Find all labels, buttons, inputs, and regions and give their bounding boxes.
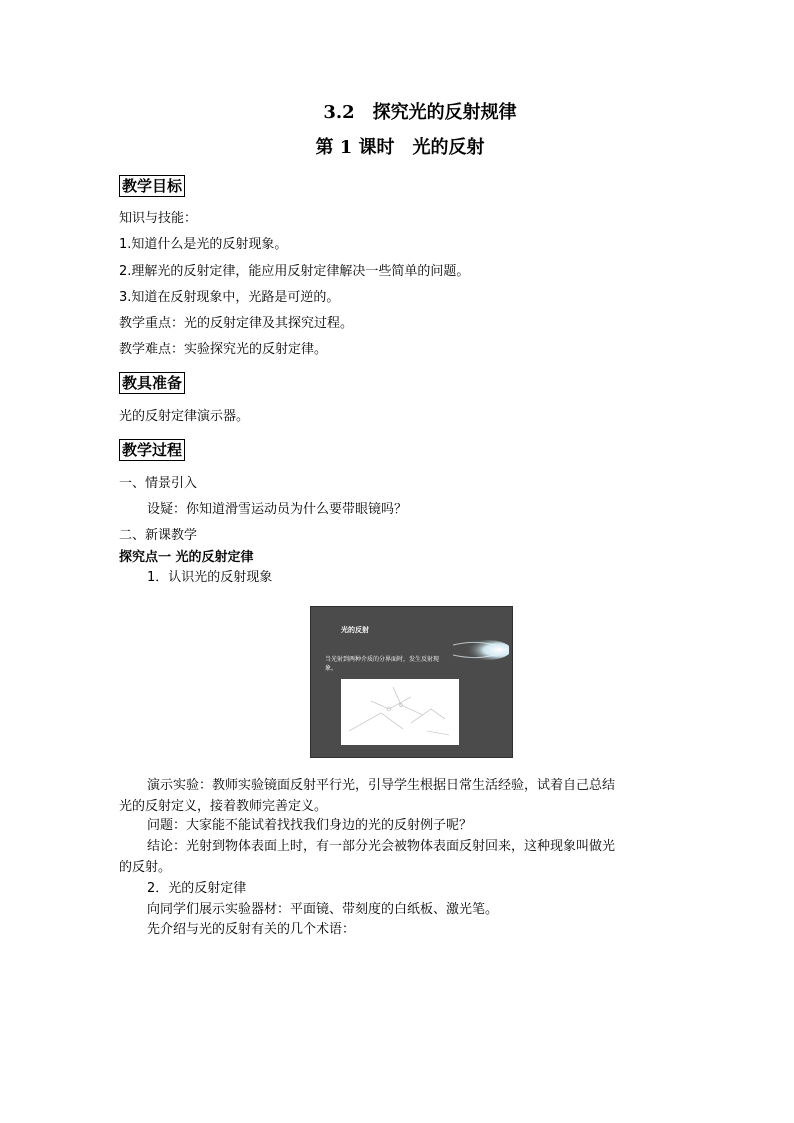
goal-line: 1.知道什么是光的反射现象。 — [119, 237, 288, 252]
question-line: 问题：大家能不能试着找找我们身边的光的反射例子呢？ — [147, 818, 473, 833]
goal-line: 教学难点：实验探究光的反射定律。 — [119, 342, 328, 357]
process-part1: 一、情景引入 — [119, 476, 198, 491]
conclusion-line: 结论：光射到物体表面上时，有一部分光会被物体表面反射回来，这种现象叫做光 — [147, 839, 616, 854]
demo-line: 光的反射定义，接着教师完善定义。 — [119, 799, 328, 814]
conclusion-line: 的反射。 — [119, 860, 172, 875]
goal-line: 3.知道在反射现象中，光路是可逆的。 — [119, 290, 340, 305]
reflection-diagram — [341, 679, 459, 745]
section-heading-tools: 教具准备 — [119, 372, 185, 394]
section-heading-goals: 教学目标 — [119, 175, 185, 197]
slide-body: 当光射到两种介质的分界面时，发生反射现象。 — [325, 656, 440, 672]
light-beam-graphic — [449, 635, 509, 665]
process-step2: 2．光的反射定律 — [147, 881, 247, 896]
goal-line: 知识与技能： — [119, 211, 198, 226]
process-point1: 探究点一 光的反射定律 — [119, 550, 254, 565]
demo-line: 演示实验：教师实验镜面反射平行光，引导学生根据日常生活经验，试着自己总结 — [147, 778, 616, 793]
process-question: 设疑：你知道滑雪运动员为什么要带眼镜吗？ — [147, 502, 408, 517]
tools-text: 光的反射定律演示器。 — [119, 409, 250, 424]
slide-title: 光的反射 — [341, 625, 369, 634]
goal-line: 2.理解光的反射定律，能应用反射定律解决一些简单的问题。 — [119, 264, 470, 279]
page-title: 3.2 探究光的反射规律 — [323, 102, 517, 123]
equipment-line: 向同学们展示实验器材：平面镜、带刻度的白纸板、激光笔。 — [147, 902, 499, 917]
section-heading-process: 教学过程 — [119, 439, 185, 461]
lesson-subtitle: 第 1 课时 光的反射 — [315, 137, 485, 158]
process-step1: 1．认识光的反射现象 — [147, 570, 273, 585]
goal-line: 教学重点：光的反射定律及其探究过程。 — [119, 316, 354, 331]
slide-image — [310, 606, 513, 758]
process-part2: 二、新课教学 — [119, 528, 198, 543]
terms-line: 先介绍与光的反射有关的几个术语： — [147, 922, 356, 937]
